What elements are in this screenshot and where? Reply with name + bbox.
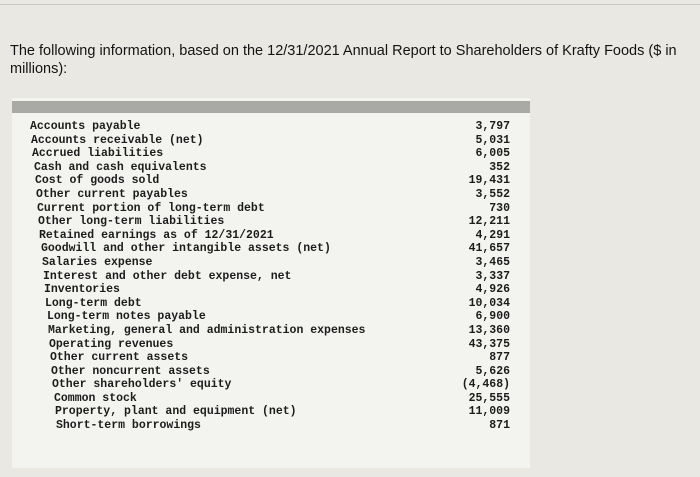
table-row (12, 242, 530, 256)
table-row (12, 202, 530, 216)
row-label: Other current assets (50, 351, 189, 365)
table-row (12, 283, 530, 297)
row-value: 4,291 (475, 228, 510, 242)
row-value: 6,005 (475, 147, 510, 161)
table-row (12, 338, 530, 352)
row-value: 13,360 (468, 323, 510, 337)
row-label: Goodwill and other intangible assets (net) (41, 242, 331, 256)
financial-data-table (12, 98, 530, 468)
table-row (12, 419, 530, 433)
table-row (12, 324, 530, 338)
row-value: 10,034 (468, 296, 510, 310)
row-label: Accounts payable (30, 120, 141, 133)
row-value: 3,797 (475, 120, 510, 133)
table-row (12, 365, 530, 379)
row-value: 6,900 (475, 310, 510, 324)
table-row (12, 229, 530, 243)
row-label: Other long-term liabilities (38, 215, 225, 229)
row-label: Operating revenues (49, 337, 174, 351)
row-label: Retained earnings as of 12/31/2021 (39, 228, 274, 242)
row-label: Accrued liabilities (32, 147, 164, 161)
row-label: Short-term borrowings (56, 419, 201, 433)
table-row (12, 405, 530, 419)
row-value: 352 (489, 160, 510, 174)
row-label: Other current payables (36, 187, 188, 201)
row-label: Accounts receivable (net) (31, 133, 204, 147)
row-value: 3,465 (475, 255, 510, 269)
table-row (12, 351, 530, 365)
row-value: 5,031 (475, 133, 510, 147)
table-row (12, 161, 530, 175)
intro-text: The following information, based on the 12/31/2021 Annual Report to Shareholders of Krafty Foods ($ in millions): (10, 43, 677, 77)
row-label: Property, plant and equipment (net) (55, 405, 297, 419)
table-row (12, 270, 530, 284)
row-value: 877 (489, 351, 510, 365)
table-rows (12, 120, 530, 433)
table-row (12, 147, 530, 161)
row-value: 3,552 (475, 187, 510, 201)
row-value: 730 (489, 201, 510, 215)
row-label: Interest and other debt expense, net (43, 269, 292, 283)
table-row (12, 188, 530, 202)
top-divider (0, 4, 700, 5)
table-row (12, 215, 530, 229)
row-label: Long-term debt (45, 296, 142, 310)
row-label: Common stock (54, 391, 137, 405)
row-value: 11,009 (468, 405, 510, 419)
table-row (12, 174, 530, 188)
row-value: 871 (489, 419, 510, 433)
row-value: 5,626 (475, 364, 510, 378)
row-value: 4,926 (475, 283, 510, 297)
table-row (12, 310, 530, 324)
table-row (12, 297, 530, 311)
row-value: 25,555 (468, 391, 510, 405)
row-value: 19,431 (468, 174, 510, 188)
row-label: Salaries expense (42, 255, 153, 269)
row-value: 41,657 (468, 242, 510, 256)
row-value: 3,337 (475, 269, 510, 283)
row-value: (4,468) (461, 378, 510, 392)
row-label: Marketing, general and administration expenses (48, 323, 366, 337)
row-label: Inventories (44, 283, 120, 297)
row-label: Other noncurrent assets (51, 364, 210, 378)
row-label: Long-term notes payable (47, 310, 206, 324)
table-header-band (12, 101, 530, 113)
row-label: Other shareholders' equity (52, 378, 232, 392)
table-row (12, 256, 530, 270)
table-row (12, 134, 530, 148)
row-label: Cash and cash equivalents (34, 160, 207, 174)
row-label: Current portion of long-term debt (37, 201, 265, 215)
row-value: 43,375 (468, 337, 510, 351)
row-value: 12,211 (468, 215, 510, 229)
table-row (12, 378, 530, 392)
row-label: Cost of goods sold (35, 174, 160, 188)
table-row (12, 120, 530, 134)
table-row (12, 392, 530, 406)
